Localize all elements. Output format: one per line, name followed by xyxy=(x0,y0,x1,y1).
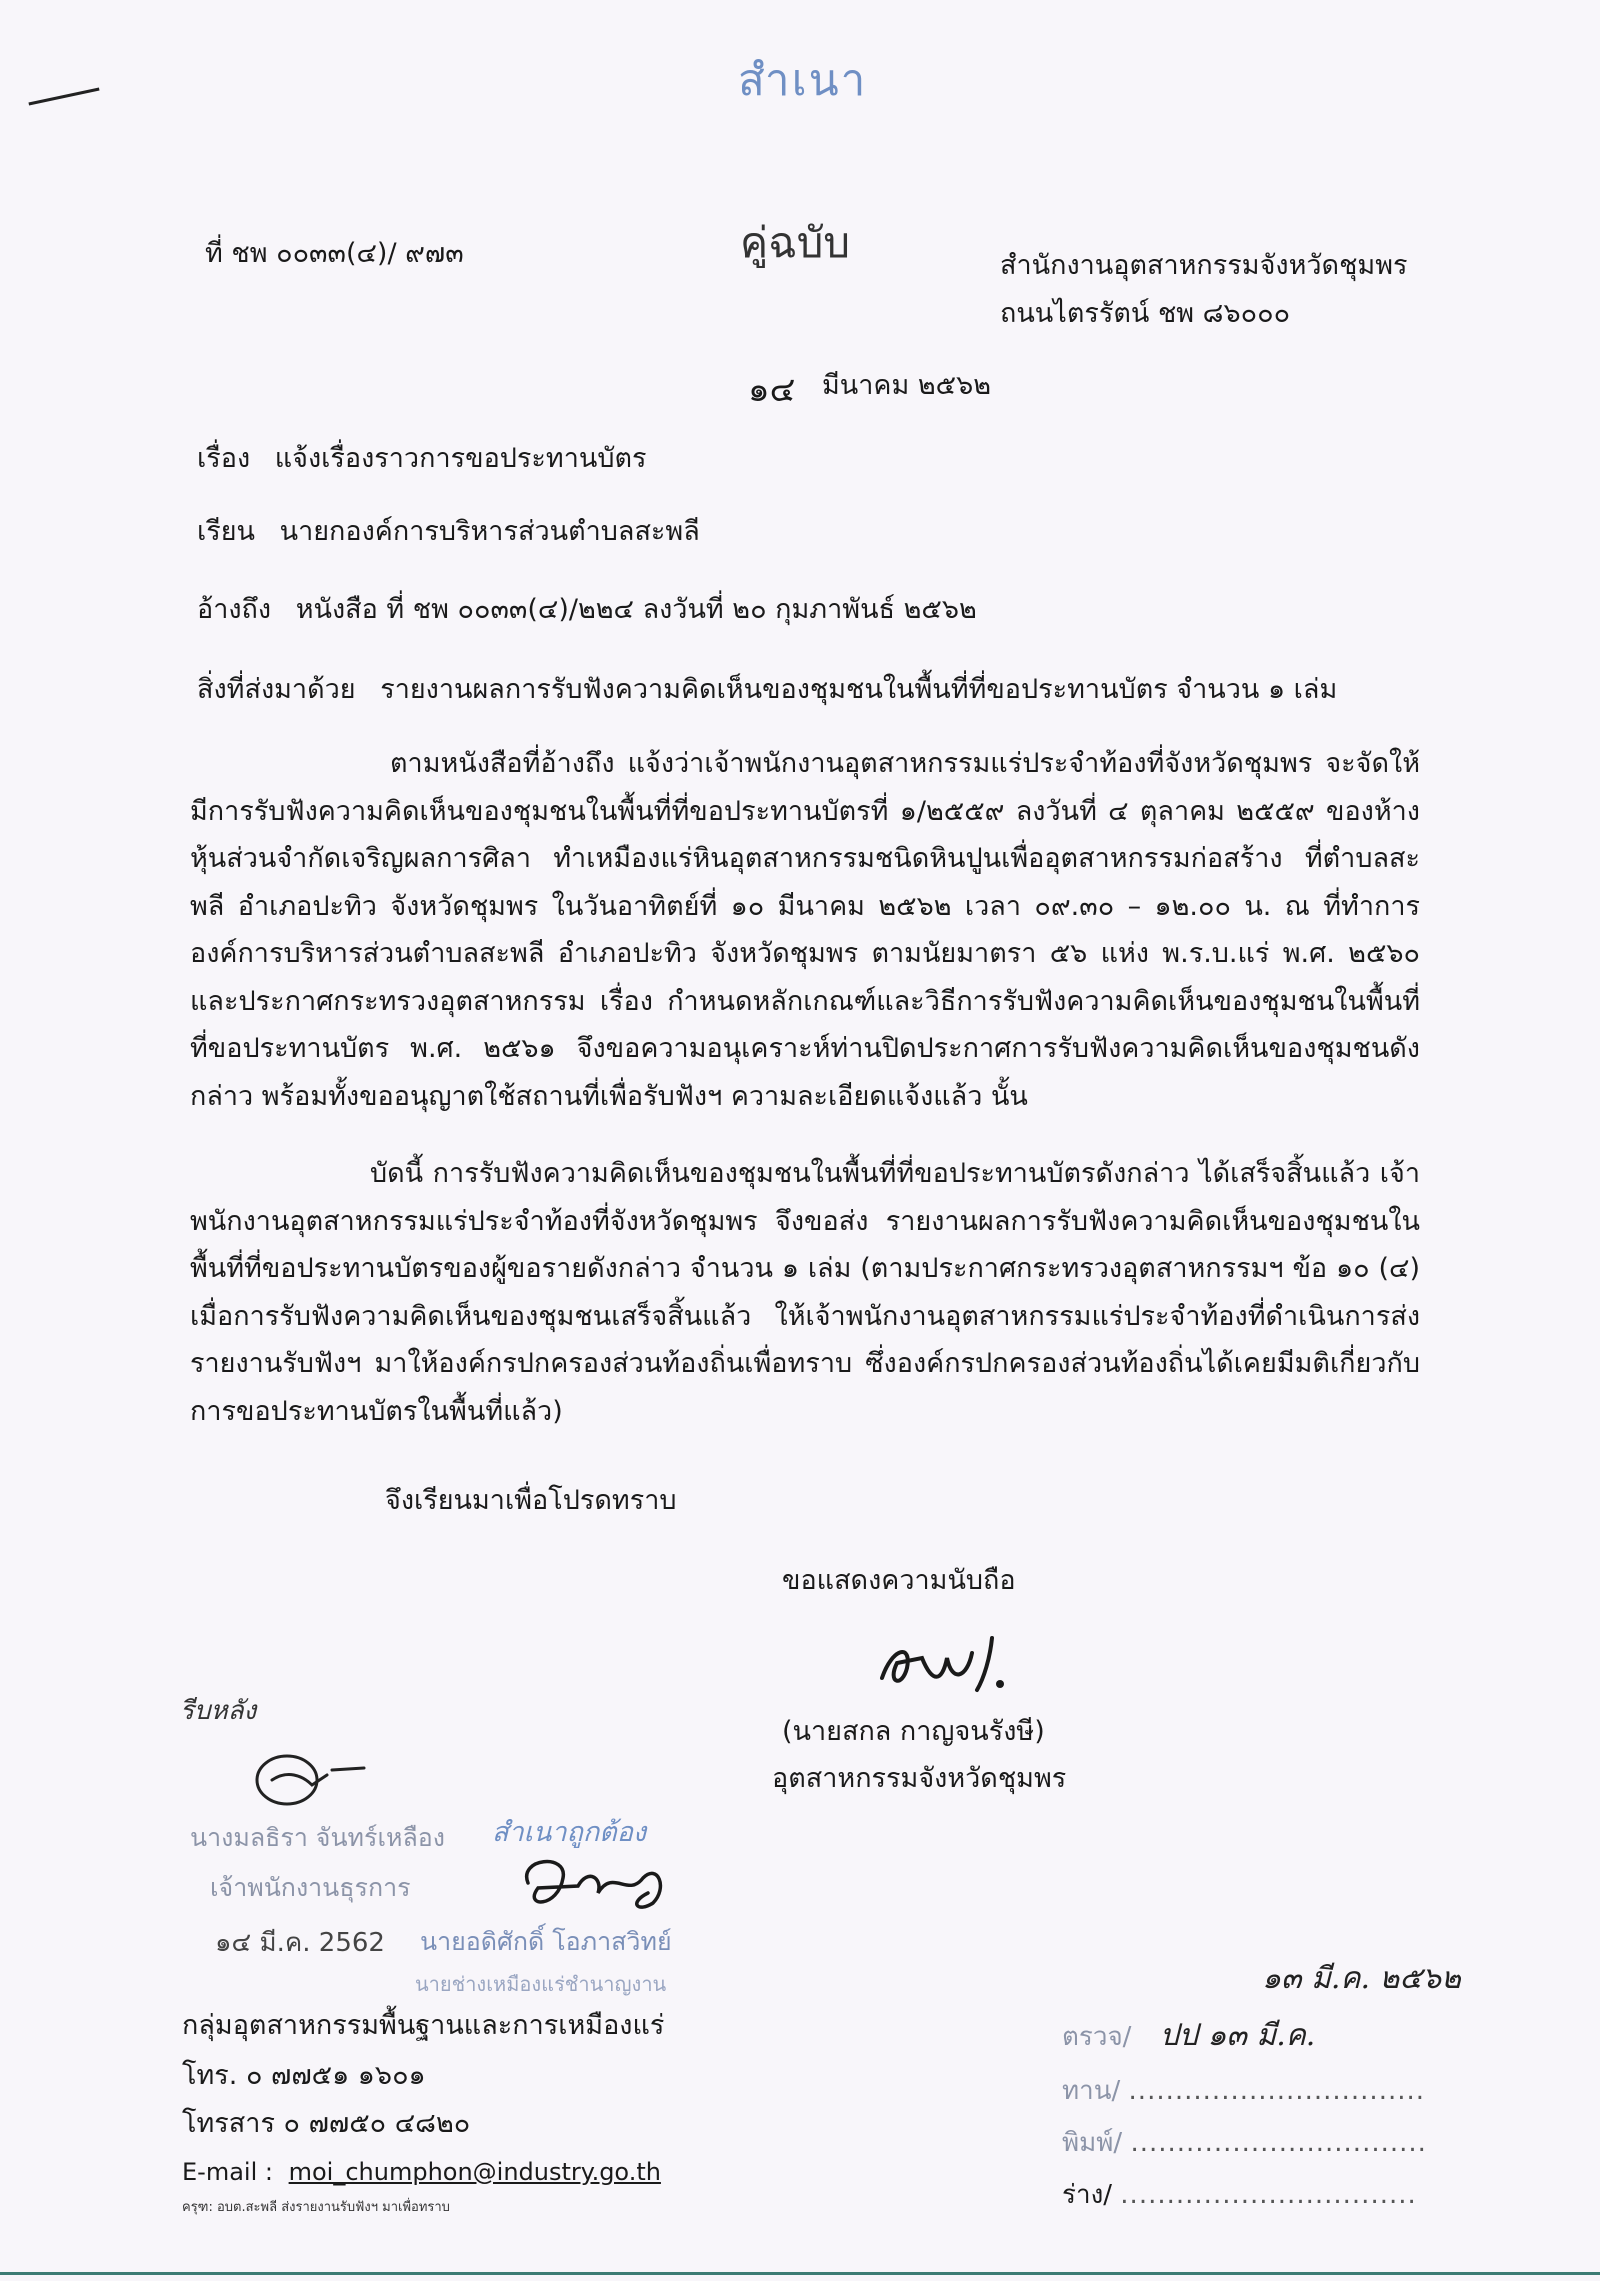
original-copy-stamp: คู่ฉบับ xyxy=(740,218,851,267)
certified-copy-stamp: สำเนาถูกต้อง xyxy=(492,1817,647,1848)
routing-print-dots: ................................ xyxy=(1130,2128,1427,2158)
date-month-year: มีนาคม ๒๕๖๒ xyxy=(822,370,992,401)
signature-scribble xyxy=(872,1628,1022,1702)
recipient-line xyxy=(197,518,700,545)
fax-number: โทรสาร ๐ ๗๗๕๐ ๔๘๒๐ xyxy=(182,2108,471,2139)
recipient-text: นายกองค์การบริหารส่วนตำบลสะพลี xyxy=(279,516,700,547)
regards-text: ขอแสดงความนับถือ xyxy=(782,1565,1016,1596)
clerk-title: เจ้าพนักงานธุรการ xyxy=(210,1873,411,1902)
margin-mark xyxy=(28,88,99,106)
reference-label: อ้างถึง xyxy=(197,594,272,625)
recipient-label: เรียน xyxy=(197,516,256,547)
certifier-signature xyxy=(508,1848,678,1922)
routing-draft-label: ร่าง/ xyxy=(1062,2180,1113,2210)
office-address: ถนนไตรรัตน์ ชพ ๘๖๐๐๐ xyxy=(1000,298,1291,329)
page-bottom-rule xyxy=(0,2272,1600,2275)
certifier-title: นายช่างเหมืองแร่ชำนาญงาน xyxy=(415,1972,667,1996)
email-line xyxy=(182,2158,661,2186)
routing-date-note: ๑๓ มี.ค. ๒๕๖๒ xyxy=(1262,1961,1461,1996)
routing-draft-row xyxy=(1062,2174,1417,2215)
routing-check-row xyxy=(1062,2012,1315,2059)
signatory-position: อุตสาหกรรมจังหวัดชุมพร xyxy=(772,1763,1067,1794)
routing-draft-dots: ................................ xyxy=(1120,2180,1417,2210)
body-paragraph-2: บัดนี้ การรับฟังความคิดเห็นของชุมชนในพื้นที่ที่ขอประทานบัตรดังกล่าว ได้เสร็จสิ้นแล้ว เจ้าพนักงานอุตสาหกรรมแร่ประจำท้องที่จังหวัดชุมพร จึงขอส่ง รายงานผลการรับฟังความคิดเห็นของชุมชนในพื้นที่ที่ขอประทานบัตรของผู้ขอรายดังกล่าว จำนวน ๑ เล่ม (ตามประกาศกระทรวงอุตสาหกรรมฯ ข้อ ๑๐ (๔) เมื่อการรับฟังความคิดเห็นของชุมชนเสร็จสิ้นแล้ว ให้เจ้าพนักงานอุตสาหกรรมแร่ประจำท้องที่ดำเนินการส่งรายงานรับฟังฯ มาให้องค์กรปกครองส่วนท้องถิ่นเพื่อทราบ ซึ่งองค์กรปกครองส่วนท้องถิ่นได้เคยมีมติเกี่ยวกับการขอประทานบัตรในพื้นที่แล้ว) xyxy=(190,1158,1420,1427)
body-paragraph-1: ตามหนังสือที่อ้างถึง แจ้งว่าเจ้าพนักงานอุตสาหกรรมแร่ประจำท้องที่จังหวัดชุมพร จะจัดให้มีการรับฟังความคิดเห็นของชุมชนในพื้นที่ที่ขอประทานบัตรที่ ๑/๒๕๕๙ ลงวันที่ ๔ ตุลาคม ๒๕๕๙ ของห้างหุ้นส่วนจำกัดเจริญผลการศิลา ทำเหมืองแร่หินอุตสาหกรรมชนิดหินปูนเพื่ออุตสาหกรรมก่อสร้าง ที่ตำบลสะพลี อำเภอปะทิว จังหวัดชุมพร ในวันอาทิตย์ที่ ๑๐ มีนาคม ๒๕๖๒ เวลา ๐๙.๓๐ – ๑๒.๐๐ น. ณ ที่ทำการองค์การบริหารส่วนตำบลสะพลี อำเภอปะทิว จังหวัดชุมพร ตามนัยมาตรา ๕๖ แห่ง พ.ร.บ.แร่ พ.ศ. ๒๕๖๐ และประกาศกระทรวงอุตสาหกรรม เรื่อง กำหนดหลักเกณฑ์และวิธีการรับฟังความคิดเห็นของชุมชนในพื้นที่ที่ขอประทานบัตร พ.ศ. ๒๕๖๑ จึงขอความอนุเคราะห์ท่านปิดประกาศการรับฟังความคิดเห็นของชุมชนดังกล่าว พร้อมทั้งขออนุญาตใช้สถานที่เพื่อรับฟังฯ ความละเอียดแจ้งแล้ว นั้น xyxy=(190,748,1420,1112)
subject-label: เรื่อง xyxy=(197,443,251,474)
office-name: สำนักงานอุตสาหกรรมจังหวัดชุมพร xyxy=(1000,250,1408,281)
reference-number: ที่ ชพ ๐๐๓๓(๔)/ ๙๗๓ xyxy=(205,238,464,269)
closing-line: จึงเรียนมาเพื่อโปรดทราบ xyxy=(385,1485,677,1516)
received-date-stamp: ๑๔ มี.ค. 2562 xyxy=(215,1928,385,1958)
routing-print-label: พิมพ์/ xyxy=(1062,2128,1123,2158)
subject-line xyxy=(197,445,647,472)
phone-number: โทร. ๐ ๗๗๕๑ ๑๖๐๑ xyxy=(182,2060,426,2091)
routing-check-value: ปป ๑๓ มี.ค. xyxy=(1159,2018,1316,2053)
footnote: ครุฑ: อบต.สะพลี ส่งรายงานรับฟังฯ มาเพื่อทราบ xyxy=(182,2200,450,2215)
routing-check-label: ตรวจ/ xyxy=(1062,2022,1132,2052)
routing-print-row xyxy=(1062,2122,1427,2163)
copy-stamp: สำเนา xyxy=(738,55,868,106)
enclosure-label: สิ่งที่ส่งมาด้วย xyxy=(197,674,356,705)
clerk-initials xyxy=(252,1740,372,1814)
enclosure-text: รายงานผลการรับฟังความคิดเห็นของชุมชนในพื้นที่ที่ขอประทานบัตร จำนวน ๑ เล่ม xyxy=(380,674,1338,705)
email-link[interactable]: moi_chumphon@industry.go.th xyxy=(288,2158,661,2186)
clerk-name: นางมลธิรา จันทร์เหลือง xyxy=(190,1823,446,1852)
routing-type-label: ทาน/ xyxy=(1062,2076,1121,2106)
handwritten-note: รีบหลัง xyxy=(180,1696,257,1726)
enclosure-line xyxy=(197,676,1337,703)
certifier-name: นายอดิศักดิ์ โอภาสวิทย์ xyxy=(420,1927,672,1956)
reference-text: หนังสือ ที่ ชพ ๐๐๓๓(๔)/๒๒๔ ลงวันที่ ๒๐ กุมภาพันธ์ ๒๕๖๒ xyxy=(295,594,977,625)
routing-type-row xyxy=(1062,2070,1425,2111)
date-day: ๑๔ xyxy=(748,370,796,410)
routing-type-dots: ................................ xyxy=(1128,2076,1426,2106)
signatory-name: (นายสกล กาญจนรังษี) xyxy=(782,1716,1045,1747)
subject-text: แจ้งเรื่องราวการขอประทานบัตร xyxy=(274,443,647,474)
department-name: กลุ่มอุตสาหกรรมพื้นฐานและการเหมืองแร่ xyxy=(182,2010,665,2041)
reference-line xyxy=(197,596,977,623)
email-label: E-mail : xyxy=(182,2158,273,2186)
